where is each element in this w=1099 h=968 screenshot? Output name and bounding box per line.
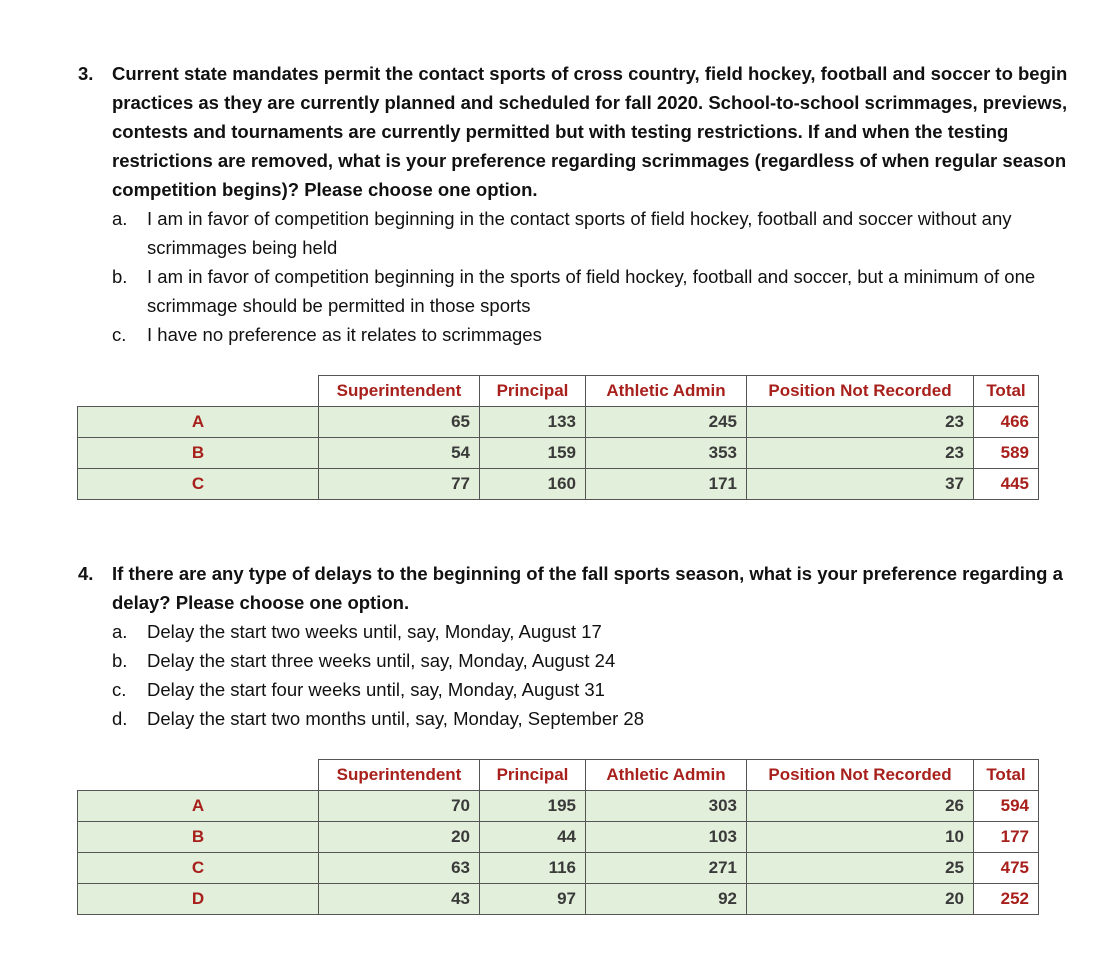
cell-superintendent: 63: [319, 853, 480, 884]
cell-athletic-admin: 353: [586, 438, 747, 469]
option-letter: d.: [112, 708, 128, 729]
cell-position-not-recorded: 26: [747, 791, 974, 822]
cell-total: 177: [974, 822, 1039, 853]
row-label: B: [78, 438, 319, 469]
cell-principal: 195: [480, 791, 586, 822]
question-4: [78, 559, 1068, 733]
cell-athletic-admin: 271: [586, 853, 747, 884]
table-row: [78, 853, 1039, 884]
cell-principal: 160: [480, 469, 586, 500]
option-text: I am in favor of competition beginning in the contact sports of field hockey, football and soccer without any scrimmages being held: [147, 208, 1012, 258]
question-number: 4.: [78, 563, 94, 584]
cell-superintendent: 70: [319, 791, 480, 822]
row-label: A: [78, 407, 319, 438]
option-a: [78, 204, 1068, 262]
option-a: [78, 617, 1068, 646]
question-3: [78, 59, 1068, 349]
cell-athletic-admin: 92: [586, 884, 747, 915]
header-blank: [78, 376, 319, 407]
question-text: Current state mandates permit the contact sports of cross country, field hockey, football and soccer to begin practices as they are currently planned and scheduled for fall 2020. School-to-school scrimmages, previews, contests and tournaments are currently permitted but with testing restrictions. If and when the testing restrictions are removed, what is your preference regarding scrimmages (regardless of when regular season competition begins)? Please choose one option.: [112, 63, 1068, 200]
table-row: [78, 884, 1039, 915]
header-blank: [78, 760, 319, 791]
cell-superintendent: 20: [319, 822, 480, 853]
header-superintendent: Superintendent: [319, 760, 480, 791]
cell-position-not-recorded: 25: [747, 853, 974, 884]
option-text: I have no preference as it relates to scrimmages: [147, 324, 542, 345]
cell-position-not-recorded: 10: [747, 822, 974, 853]
table-header-row: [78, 760, 1039, 791]
option-letter: c.: [112, 324, 127, 345]
question-4-heading: [78, 559, 1068, 617]
cell-superintendent: 65: [319, 407, 480, 438]
header-athletic-admin: Athletic Admin: [586, 376, 747, 407]
cell-position-not-recorded: 20: [747, 884, 974, 915]
cell-superintendent: 43: [319, 884, 480, 915]
header-superintendent: Superintendent: [319, 376, 480, 407]
cell-position-not-recorded: 23: [747, 407, 974, 438]
cell-superintendent: 54: [319, 438, 480, 469]
table-row: [78, 791, 1039, 822]
table-row: [78, 469, 1039, 500]
row-label: A: [78, 791, 319, 822]
cell-athletic-admin: 303: [586, 791, 747, 822]
cell-total: 252: [974, 884, 1039, 915]
table-row: [78, 822, 1039, 853]
option-letter: c.: [112, 679, 127, 700]
option-text: Delay the start two weeks until, say, Monday, August 17: [147, 621, 602, 642]
option-text: Delay the start two months until, say, Monday, September 28: [147, 708, 644, 729]
option-text: Delay the start three weeks until, say, Monday, August 24: [147, 650, 616, 671]
header-total: Total: [974, 376, 1039, 407]
header-position-not-recorded: Position Not Recorded: [747, 760, 974, 791]
cell-position-not-recorded: 37: [747, 469, 974, 500]
option-b: [78, 262, 1068, 320]
option-letter: a.: [112, 621, 128, 642]
option-letter: b.: [112, 266, 128, 287]
table-row: [78, 407, 1039, 438]
cell-superintendent: 77: [319, 469, 480, 500]
option-text: I am in favor of competition beginning in the sports of field hockey, football and soccer, but a minimum of one scrimmage should be permitted in those sports: [147, 266, 1036, 316]
row-label: B: [78, 822, 319, 853]
header-principal: Principal: [480, 760, 586, 791]
option-letter: b.: [112, 650, 128, 671]
cell-principal: 116: [480, 853, 586, 884]
cell-total: 475: [974, 853, 1039, 884]
cell-total: 589: [974, 438, 1039, 469]
cell-athletic-admin: 103: [586, 822, 747, 853]
table-header-row: [78, 376, 1039, 407]
cell-athletic-admin: 245: [586, 407, 747, 438]
cell-athletic-admin: 171: [586, 469, 747, 500]
cell-principal: 97: [480, 884, 586, 915]
cell-total: 445: [974, 469, 1039, 500]
question-3-options: [78, 204, 1068, 349]
question-number: 3.: [78, 63, 94, 84]
option-text: Delay the start four weeks until, say, Monday, August 31: [147, 679, 605, 700]
header-position-not-recorded: Position Not Recorded: [747, 376, 974, 407]
option-c: [78, 320, 1068, 349]
header-principal: Principal: [480, 376, 586, 407]
question-3-results-table: [77, 375, 1039, 500]
header-total: Total: [974, 760, 1039, 791]
row-label: D: [78, 884, 319, 915]
cell-principal: 133: [480, 407, 586, 438]
option-d: [78, 704, 1068, 733]
cell-total: 466: [974, 407, 1039, 438]
option-letter: a.: [112, 208, 128, 229]
cell-principal: 159: [480, 438, 586, 469]
question-4-options: [78, 617, 1068, 733]
cell-total: 594: [974, 791, 1039, 822]
cell-position-not-recorded: 23: [747, 438, 974, 469]
row-label: C: [78, 853, 319, 884]
option-b: [78, 646, 1068, 675]
question-text: If there are any type of delays to the beginning of the fall sports season, what is your preference regarding a delay? Please choose one option.: [112, 563, 1063, 613]
question-3-heading: [78, 59, 1068, 204]
row-label: C: [78, 469, 319, 500]
header-athletic-admin: Athletic Admin: [586, 760, 747, 791]
option-c: [78, 675, 1068, 704]
table-row: [78, 438, 1039, 469]
cell-principal: 44: [480, 822, 586, 853]
question-4-results-table: [77, 759, 1039, 915]
